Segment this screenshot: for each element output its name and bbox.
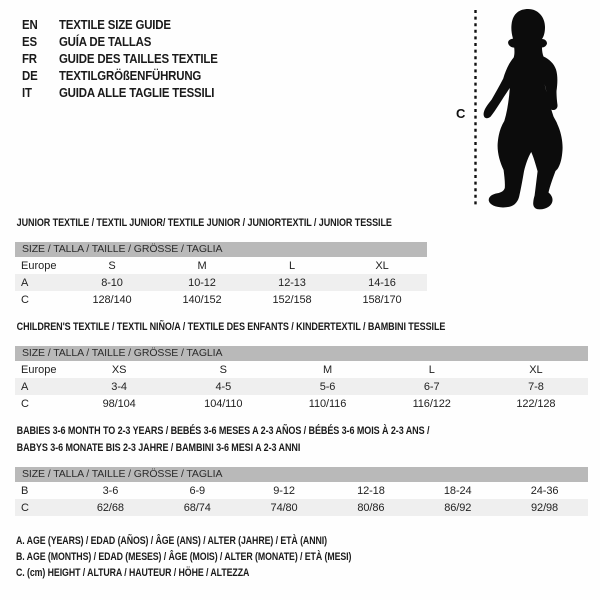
language-code: DE xyxy=(22,68,38,83)
table-row xyxy=(15,274,427,291)
row-label: C xyxy=(21,293,29,306)
table-cell: 140/152 xyxy=(182,293,222,306)
table-cell: 74/80 xyxy=(270,501,298,514)
table-cell: 68/74 xyxy=(183,501,211,514)
table-cell: 24-36 xyxy=(530,484,559,497)
table-cell: 116/122 xyxy=(412,397,451,410)
table-row xyxy=(15,499,588,516)
language-row xyxy=(22,67,218,84)
guide-title: GUÍA DE TALLAS xyxy=(58,34,152,49)
row-label: C xyxy=(21,397,29,410)
toddler-silhouette-image xyxy=(450,0,600,220)
size-header-bar: SIZE / TALLA / TAILLE / GRÖSSE / TAGLIA xyxy=(15,346,588,361)
table-cell: 18-24 xyxy=(443,484,472,497)
row-label: A xyxy=(21,276,29,289)
language-code: IT xyxy=(22,85,32,100)
language-row xyxy=(22,84,218,101)
table-cell: 7-8 xyxy=(528,380,544,393)
language-code: ES xyxy=(22,34,37,49)
table-cell: 6-7 xyxy=(423,380,440,393)
row-label: A xyxy=(21,380,29,393)
table-cell: 98/104 xyxy=(102,397,136,410)
table-cell: 3-6 xyxy=(102,484,119,497)
table-cell: 12-18 xyxy=(357,484,385,497)
table-cell: 5-6 xyxy=(319,380,336,393)
table-cell: 110/116 xyxy=(308,397,347,410)
section-title: JUNIOR TEXTILE / TEXTIL JUNIOR/ TEXTILE JUNIOR / JUNIORTEXTIL / JUNIOR TESSILE xyxy=(16,217,392,229)
table-cell: 62/68 xyxy=(96,501,124,514)
guide-title: GUIDE DES TAILLES TEXTILE xyxy=(58,51,218,66)
size-table xyxy=(15,257,427,308)
row-label: B xyxy=(21,484,29,497)
table-cell: 10-12 xyxy=(188,276,216,289)
language-code: EN xyxy=(22,17,38,32)
guide-title: TEXTILGRÖßENFÜHRUNG xyxy=(58,68,202,83)
table-cell: 158/170 xyxy=(362,293,402,306)
size-table xyxy=(15,361,588,412)
table-cell: 152/158 xyxy=(272,293,312,306)
table-cell: XS xyxy=(111,363,127,376)
section-title: CHILDREN'S TEXTILE / TEXTIL NIÑO/A / TEXTILE DES ENFANTS / KINDERTEXTIL / BAMBINI TESSILE xyxy=(16,321,446,333)
children-textile-section xyxy=(15,319,588,412)
table-cell: 128/140 xyxy=(92,293,132,306)
size-table xyxy=(15,482,588,516)
size-header-bar: SIZE / TALLA / TAILLE / GRÖSSE / TAGLIA xyxy=(15,242,427,257)
guide-title: GUIDA ALLE TAGLIE TESSILI xyxy=(58,85,215,100)
section-title: BABIES 3-6 MONTH TO 2-3 YEARS / BEBÉS 3-6 MESES A 2-3 AÑOS / BÉBÉS 3-6 MOIS À 2-3 ANS / xyxy=(16,425,430,437)
height-marker-label: C xyxy=(456,106,466,121)
table-cell: 4-5 xyxy=(215,380,232,393)
table-cell: 86/92 xyxy=(444,501,472,514)
babies-textile-section xyxy=(15,423,588,516)
footnote-b: B. AGE (MONTHS) / EDAD (MESES) / ÂGE (MOIS) / ALTER (MONATE) / ETÀ (MESI) xyxy=(16,551,352,563)
section-title: BABYS 3-6 MONATE BIS 2-3 JAHRE / BAMBINI 3-6 MESI A 2-3 ANNI xyxy=(16,442,301,454)
table-cell: XL xyxy=(529,363,543,376)
table-cell: L xyxy=(428,363,435,376)
size-header-bar: SIZE / TALLA / TAILLE / GRÖSSE / TAGLIA xyxy=(15,467,588,482)
section-title-block xyxy=(15,319,588,336)
row-label: Europe xyxy=(21,259,57,272)
table-cell: 8-10 xyxy=(101,276,123,289)
table-row xyxy=(15,361,588,378)
section-title-block xyxy=(15,423,588,457)
table-cell: XL xyxy=(375,259,389,272)
language-row xyxy=(22,50,218,67)
table-row xyxy=(15,395,588,412)
table-row xyxy=(15,482,588,499)
table-cell: 92/98 xyxy=(531,501,559,514)
footnote-c: C. (cm) HEIGHT / ALTURA / HAUTEUR / HÖHE / ALTEZZA xyxy=(16,567,250,579)
table-row xyxy=(15,257,427,274)
section-title-block xyxy=(15,215,427,232)
table-cell: 122/128 xyxy=(516,397,556,410)
language-code: FR xyxy=(22,51,37,66)
language-row xyxy=(22,33,218,50)
table-cell: 6-9 xyxy=(189,484,206,497)
table-cell: 9-12 xyxy=(273,484,295,497)
table-cell: 80/86 xyxy=(357,501,385,514)
table-cell: M xyxy=(197,259,207,272)
row-label: C xyxy=(21,501,29,514)
table-cell: 104/110 xyxy=(204,397,243,410)
junior-textile-section xyxy=(15,215,427,308)
guide-title: TEXTILE SIZE GUIDE xyxy=(58,17,171,32)
row-label: Europe xyxy=(21,363,57,376)
toddler-silhouette xyxy=(484,9,563,209)
table-row xyxy=(15,291,427,308)
language-row xyxy=(22,16,218,33)
table-cell: S xyxy=(108,259,116,272)
footnote-legend xyxy=(16,533,435,581)
table-cell: 12-13 xyxy=(278,276,306,289)
table-cell: 3-4 xyxy=(111,380,127,393)
footnote-a: A. AGE (YEARS) / EDAD (AÑOS) / ÂGE (ANS) / ALTER (JAHRE) / ETÀ (ANNI) xyxy=(16,535,327,547)
table-row xyxy=(15,378,588,395)
table-cell: L xyxy=(288,259,296,272)
table-cell: S xyxy=(219,363,227,376)
table-cell: 14-16 xyxy=(368,276,396,289)
table-cell: M xyxy=(322,363,333,376)
language-title-list xyxy=(22,16,244,101)
